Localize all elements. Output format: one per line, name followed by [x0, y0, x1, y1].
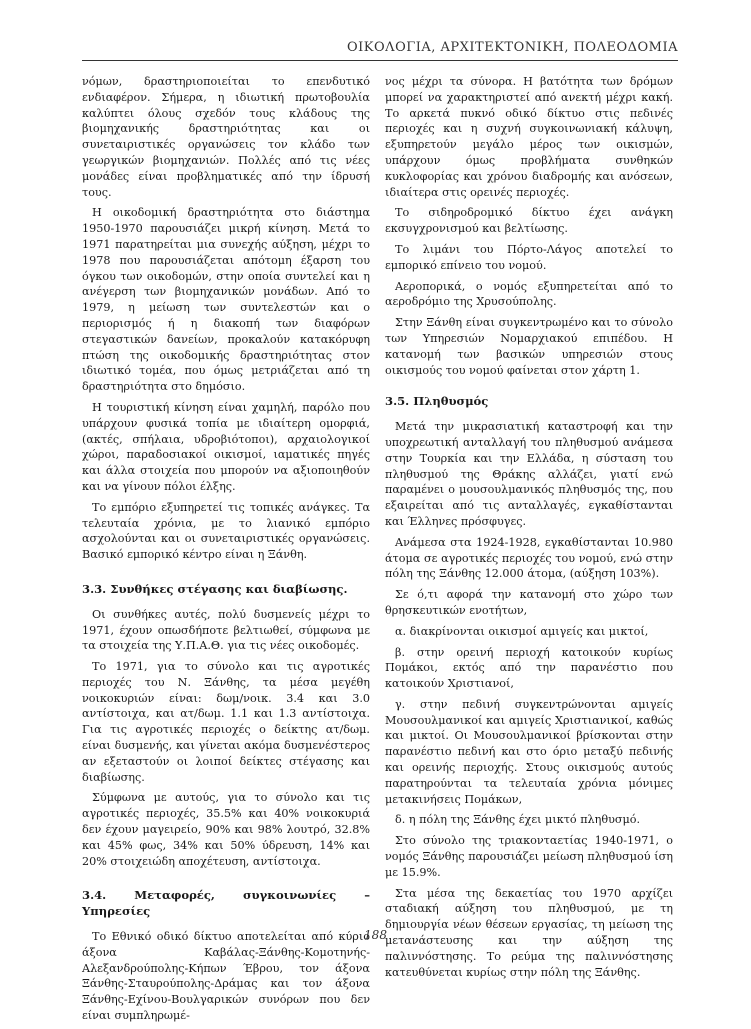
paragraph: Το Εθνικό οδικό δίκτυο αποτελείται από κύριο άξονα Καβάλας-Ξάνθης-Κομοτηνής-Αλεξανδρούπολης-Κήπων Έβρου, τον άξονα Ξάνθης-Σταυρούπολης-Δράμας και τον άξονα Ξάνθης-Εχίνου-Βουλγαρικών συνόρων που δεν είναι συμπληρωμέ- [82, 930, 370, 1023]
paragraph: Στο σύνολο της τριακονταετίας 1940-1971, ο νομός Ξάνθης παρουσιάζει μείωση πληθυσμού ίση με 15.9%. [385, 834, 673, 879]
running-header: ΟΙΚΟΛΟΓΙΑ, ΑΡΧΙΤΕΚΤΟΝΙΚΗ, ΠΟΛΕΟΔΟΜΙΑ [347, 40, 678, 55]
section-heading-3-4: 3.4. Μεταφορές, συγκοινωνίες – Υπηρεσίες [82, 888, 370, 919]
right-column [385, 74, 673, 985]
paragraph: Το σιδηροδρομικό δίκτυο έχει ανάγκη εκσυγχρονισμού και βελτίωσης. [385, 206, 673, 236]
paragraph: Η οικοδομική δραστηριότητα στο διάστημα 1950-1970 παρουσιάζει μικρή κίνηση. Μετά το 1971 παρατηρείται μια συνεχής αύξηση, μέχρι το 1978 που παρουσιάζεται απότομη έξαρση του όγκου των οικοδομών, στην οποία συντελεί και η ανέγερση των βιομηχανικών μονάδων. Από το 1979, η μείωση των συντελεστών και ο περιορισμός ή η διακοπή των διαφόρων στεγαστικών δανείων, προκαλούν κατακόρυφη πτώση της οικοδομικής δραστηριότητας στον ιδιωτικό τομέα, που όμως μετριάζεται από τη δραστηριότητα στο δημόσιο. [82, 206, 370, 394]
paragraph: Το 1971, για το σύνολο και τις αγροτικές περιοχές του Ν. Ξάνθης, τα μέσα μεγέθη νοικοκυριών είναι: δωμ/νοικ. 3.4 και 3.0 αντίστοιχα, και ατ/δωμ. 1.1 και 1.3 αντίστοιχα. Για τις αγροτικές περιοχές ο δείκτης ατ/δωμ. είναι δυσμενής, και γίνεται ακόμα δυσμενέστερος αν εξεταστούν οι λοιποί δείκτες στέγασης και διαβίωσης. [82, 660, 370, 784]
left-column [82, 74, 370, 1029]
paragraph: νόμων, δραστηριοποιείται το επενδυτικό ενδιαφέρον. Σήμερα, η ιδιωτική πρωτοβουλία καλύπτει όλους σχεδόν τους κλάδους της βιομηχανικής δραστηριότητας και οι συνεταιριστικές οργανώσεις τον κλάδο των γεωργικών βιομηχανιών. Πολλές από τις νέες μονάδες είναι προβληματικές από την ίδρυσή τους. [82, 75, 370, 199]
header-rule [82, 60, 678, 61]
paragraph: Μετά την μικρασιατική καταστροφή και την υποχρεωτική ανταλλαγή του πληθυσμού ανάμεσα στην Τουρκία και την Ελλάδα, η σύσταση του πληθυσμού της Θράκης αλλάζει, γιατί ενώ παραμένει ο μουσουλμανικός πληθυσμός της, που εξαιρείται από τις ανταλλαγές, εγκαθίστανται και Έλληνες πρόσφυγες. [385, 420, 673, 528]
list-item: γ. στην πεδινή συγκεντρώνονται αμιγείς Μουσουλμανικοί και αμιγείς Χριστιανικοί, καθώς και μικτοί. Οι Μουσουλμανικοί βρίσκονται στην παρανέστιο πεδινή και στο όριο μεταξύ πεδινής και ορεινής περιοχής. Στους οικισμούς αυτούς παρατηρούνται τα τελευταία χρόνια μόνιμες μετακινήσεις Πομάκων, [385, 697, 673, 806]
paragraph: Σε ό,τι αφορά την κατανομή στο χώρο των θρησκευτικών ενοτήτων, [385, 588, 673, 617]
paragraph: Οι συνθήκες αυτές, πολύ δυσμενείς μέχρι το 1971, έχουν οπωσδήποτε βελτιωθεί, σύμφωνα με τα στοιχεία της Υ.Π.Α.Θ. για τις νέες οικοδομές. [82, 607, 370, 653]
paragraph: Το εμπόριο εξυπηρετεί τις τοπικές ανάγκες. Τα τελευταία χρόνια, με το λιανικό εμπόριο ασχολούνται και οι συνεταιριστικές οργανώσεις. Βασικό εμπορικό κέντρο είναι η Ξάνθη. [82, 500, 370, 562]
list-item: δ. η πόλη της Ξάνθης έχει μικτό πληθυσμό. [395, 813, 641, 827]
paragraph: Στα μέσα της δεκαετίας του 1970 αρχίζει σταδιακή αύξηση του πληθυσμού, με τη δημιουργία νέων θέσεων εργασίας, τη μείωση της μετανάστευσης και την αύξηση της παλιννόστησης. Το ρεύμα της παλιννόστησης κατευθύνεται κυρίως στην πόλη της Ξάνθης. [385, 886, 673, 979]
paragraph: Στην Ξάνθη είναι συγκεντρωμένο και το σύνολο των Υπηρεσιών Νομαρχιακού επιπέδου. Η κατανομή των βασικών υπηρεσιών στους οικισμούς του νομού φαίνεται στον χάρτη 1. [385, 316, 673, 377]
paragraph: Το λιμάνι του Πόρτο-Λάγος αποτελεί το εμπορικό επίνειο του νομού. [385, 242, 673, 272]
list-item: β. στην ορεινή περιοχή κατοικούν κυρίως Πομάκοι, εκτός από την παρανέστιο που κατοικούν Χριστιανοί, [385, 645, 673, 691]
paragraph: Σύμφωνα με αυτούς, για το σύνολο και τις αγροτικές περιοχές, 35.5% και 40% νοικοκυριά δεν έχουν μαγειρείο, 90% και 98% λουτρό, 32.8% και 45% φως, 34% και 50% ύδρευση, 14% και 20% στοιχειώδη αποχέτευση, αντίστοιχα. [82, 791, 370, 868]
section-heading-3-3: 3.3. Συνθήκες στέγασης και διαβίωσης. [82, 581, 348, 596]
paragraph: νος μέχρι τα σύνορα. Η βατότητα των δρόμων μπορεί να χαρακτηριστεί από ανεκτή μέχρι κακή. Το αρκετά πυκνό οδικό δίκτυο στις πεδινές περιοχές και η συχνή συγκοινωνιακή κάλυψη, εξυπηρετούν μεγάλο μέρος των οικισμών, υπάρχουν όμως προβλήματα συνθηκών κυκλοφορίας και χρόνου διαδρομής και ανόσεων, ιδιαίτερα στις ορεινές περιοχές. [385, 75, 673, 199]
page-number: 188 [364, 928, 387, 942]
list-item: α. διακρίνονται οικισμοί αμιγείς και μικτοί, [395, 624, 649, 638]
paragraph: Η τουριστική κίνηση είναι χαμηλή, παρόλο που υπάρχουν φυσικά τοπία με ιδιαίτερη ομορφιά, (ακτές, σπήλαια, υδροβιότοποι), αρχαιολογικοί χώροι, παραδοσιακοί οικισμοί, ιαματικές πηγές και άλλα στοιχεία που μπορούν να αξιοποιηθούν και να γίνουν πόλοι έλξης. [82, 400, 370, 493]
paragraph: Αεροπορικά, ο νομός εξυπηρετείται από το αεροδρόμιο της Χρυσούπολης. [385, 279, 673, 309]
section-heading-3-5: 3.5. Πληθυσμός [385, 394, 489, 409]
paragraph: Ανάμεσα στα 1924-1928, εγκαθίστανται 10.980 άτομα σε αγροτικές περιοχές του νομού, ενώ στην πόλη της Ξάνθης 12.000 άτομα, (αύξηση 103%). [385, 535, 673, 581]
